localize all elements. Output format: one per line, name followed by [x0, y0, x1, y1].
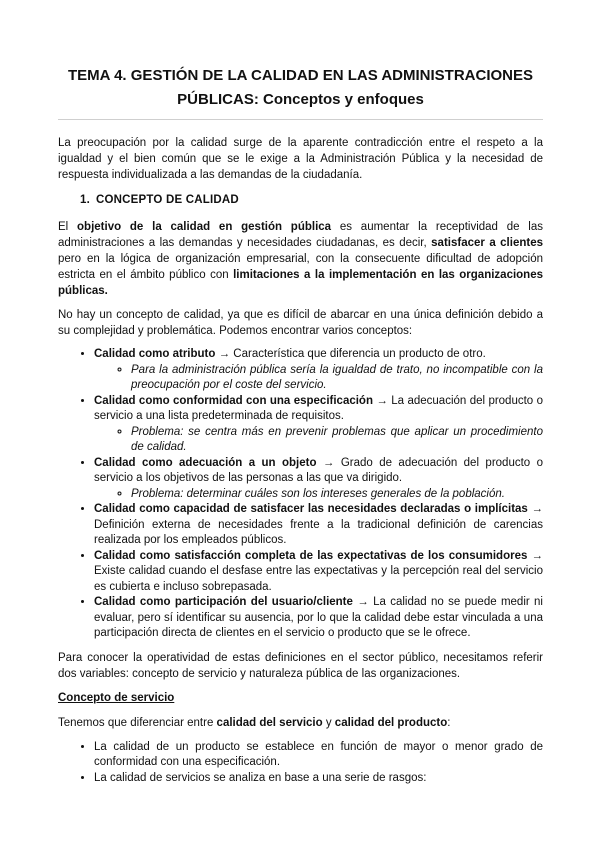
- concept-note-list: [94, 487, 543, 503]
- objective-text: El: [58, 221, 78, 233]
- concept-note: [131, 363, 543, 394]
- quality-concepts-list: [58, 347, 543, 642]
- objective-highlight: objetivo de la calidad en gestión pública: [77, 221, 332, 233]
- concept-note-text: Problema: determinar cuáles son los intereses generales de la población.: [131, 487, 505, 500]
- objective-text: pero en la lógica de organización empresarial, con la consecuente dificultad de adopción estricta en el ámbito público con: [58, 253, 543, 281]
- service-intro-paragraph: [58, 715, 543, 731]
- operability-paragraph: Para conocer la operatividad de estas definiciones en el sector público, necesitamos referir dos variables: concepto de servicio y naturaleza pública de las organizaciones.: [58, 651, 543, 680]
- concept-term: Calidad como satisfacción completa de las expectativas de los consumidores: [94, 549, 528, 562]
- concept-note: [131, 487, 543, 503]
- service-intro-text: y: [322, 716, 335, 729]
- concept-term: Calidad como atributo: [94, 348, 216, 360]
- service-intro-highlight: calidad del servicio: [216, 716, 323, 729]
- service-intro-highlight: calidad del producto: [334, 716, 448, 729]
- concept-item: [94, 549, 543, 596]
- concepts-intro-paragraph: No hay un concepto de calidad, ya que es difícil de abarcar en una única definición debido a su complejidad y problemática. Podemos encontrar varios conceptos:: [58, 309, 543, 337]
- section-title: CONCEPTO DE CALIDAD: [96, 194, 239, 206]
- concept-note-text: Para la administración pública sería la igualdad de trato, no incompatible con la preocupación por el coste del servicio.: [131, 363, 543, 391]
- service-intro-text: :: [447, 716, 451, 729]
- section-heading: [58, 192, 543, 208]
- objective-text: es aumentar la receptividad de las administraciones a las demandas y necesidades ciudadanas, es decir,: [58, 221, 544, 249]
- objective-highlight: limitaciones a la implementación en las organizaciones públicas.: [58, 269, 543, 297]
- service-intro-text: Tenemos que diferenciar entre: [58, 716, 217, 729]
- service-points-list: [58, 740, 543, 787]
- section-number: 1.: [80, 194, 90, 206]
- concept-term: Calidad como participación del usuario/cliente: [94, 596, 353, 608]
- document-title-line-2: PÚBLICAS: Conceptos y enfoques: [177, 91, 424, 108]
- concept-note-list: [94, 425, 543, 456]
- concept-item: [94, 394, 543, 456]
- concept-term: Calidad como adecuación a un objeto: [94, 456, 317, 469]
- concept-item: [94, 456, 543, 503]
- concept-definition: → Existe calidad cuando el desfase entre las expectativas y la percepción real del servicio es cubierta e incluso sobrepasada.: [94, 549, 543, 593]
- concept-item: [94, 502, 543, 549]
- concept-definition: → Grado de adecuación del producto o servicio a los objetivos de las personas a las que va dirigido.: [94, 456, 543, 484]
- concept-term: Calidad como conformidad con una especificación: [94, 394, 373, 407]
- concept-definition: → Definición externa de necesidades frente a la tradicional definición de carencias realizada por los empleados públicos.: [94, 503, 543, 546]
- document-title: [58, 64, 543, 112]
- objective-highlight: satisfacer a clientes: [431, 237, 543, 249]
- concept-item: [94, 347, 543, 394]
- document-title-line-1: TEMA 4. GESTIÓN DE LA CALIDAD EN LAS ADMINISTRACIONES: [67, 67, 533, 84]
- service-subheading: Concepto de servicio: [58, 691, 175, 704]
- title-divider: [58, 119, 543, 120]
- concept-item: [94, 595, 543, 642]
- concept-note-list: [94, 363, 543, 394]
- concept-term: Calidad como capacidad de satisfacer las necesidades declaradas o implícitas: [94, 503, 528, 515]
- service-point: • La calidad de servicios se analiza en base a una serie de rasgos:: [94, 771, 543, 787]
- service-point: • La calidad de un producto se establece en función de mayor o menor grado de conformidad con una especificación.: [94, 740, 543, 771]
- concept-definition: → La adecuación del producto o servicio a una lista predeterminada de requisitos.: [94, 394, 543, 422]
- concept-definition: → La calidad no se puede medir ni evaluar, pero sí identificar su ausencia, por lo que la calidad debe estar vinculada a una participación directa de clientes en el servicio o producto que se le ofrece.: [94, 596, 543, 639]
- objective-paragraph: [58, 219, 543, 299]
- concept-note: [131, 425, 543, 456]
- intro-paragraph: La preocupación por la calidad surge de la aparente contradicción entre el respeto a la igualdad y el bien común que se le exige a la Administración Pública y la necesidad de respuesta individualizada a las demandas de la ciudadanía.: [58, 137, 543, 181]
- concept-note-text: Problema: se centra más en prevenir problemas que aplicar un procedimiento de calidad.: [131, 425, 543, 453]
- concept-definition: → Característica que diferencia un producto de otro.: [218, 348, 486, 360]
